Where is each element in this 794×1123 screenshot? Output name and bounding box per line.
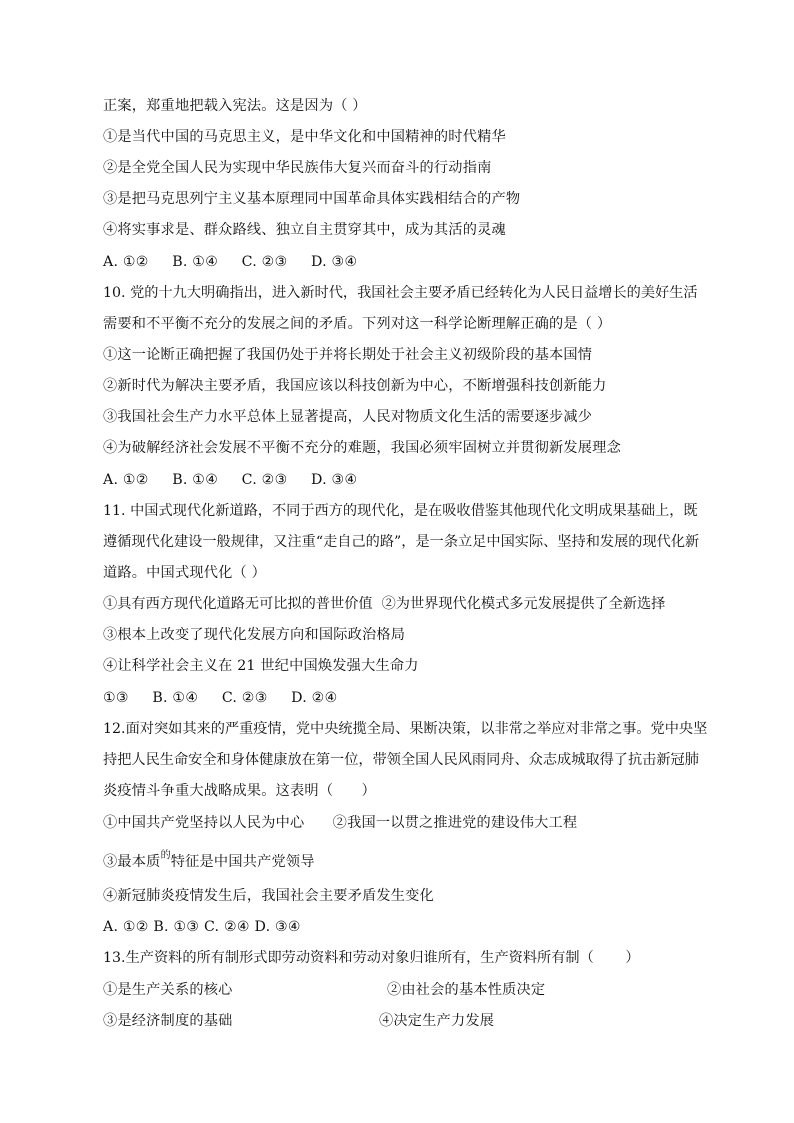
q11-stem-line-3: 道路。中国式现代化（ ） [103, 565, 266, 581]
q10-option-2: ②新时代为解决主要矛盾，我国应该以科技创新为中心，不断增强科技创新能力 [103, 378, 607, 394]
q13-option-1: ①是生产关系的核心 [103, 982, 233, 998]
q9-option-4: ④将实事求是、群众路线、独立自主贯穿其中，成为其活的灵魂 [103, 222, 506, 238]
q12-stem-line-1: 12.面对突如其来的严重疫情，党中央统揽全局、果断决策，以非常之举应对非常之事。党中央坚 [103, 721, 708, 737]
q11-options-1-2: ①具有西方现代化道路无可比拟的普世价值 ②为世界现代化模式多元发展提供了全新选择 [103, 596, 666, 612]
q10-option-4: ④为破解经济社会发展不平衡不充分的难题，我国必须牢固树立并贯彻新发展理念 [103, 440, 621, 456]
q11-stem-line-1: 11. 中国式现代化新道路，不同于西方的现代化，是在吸收借鉴其他现代化文明成果基础上，既 [103, 503, 698, 519]
q10-stem-line-2: 需要和不平衡不充分的发展之间的矛盾。下列对这一科学论断理解正确的是（ ） [103, 316, 612, 332]
q10-choices: A. ①② B. ①④ C. ②③ D. ③④ [103, 472, 358, 488]
q12-option-3 [103, 852, 315, 874]
q10-option-3: ③我国社会生产力水平总体上显著提高，人民对物质文化生活的需要逐步减少 [103, 409, 593, 425]
q12-choices: A. ①② B. ①③ C. ②④ D. ③④ [103, 919, 301, 935]
q12-option-3-part-b: 特征是中国共产党领导 [170, 854, 315, 870]
q13-option-3: ③是经济制度的基础 [103, 1013, 233, 1029]
q13-option-2: ②由社会的基本性质决定 [387, 982, 546, 998]
q11-stem-line-2: 遵循现代化建设一般规律，又注重“走自己的路”，是一条立足中国实际、坚持和发展的现代化新 [103, 534, 700, 550]
q13-option-4: ④决定生产力发展 [379, 1013, 495, 1029]
q12-option-4: ④新冠肺炎疫情发生后，我国社会主要矛盾发生变化 [103, 888, 434, 904]
q9-stem-tail: 正案，郑重地把载入宪法。这是因为（ ） [103, 98, 367, 114]
q12-stem-line-2: 持把人民生命安全和身体健康放在第一位，带领全国人民风雨同舟、众志成城取得了抗击新冠肺 [103, 752, 699, 768]
q12-options-1-2: ①中国共产党坚持以人民为中心 ②我国一以贯之推进党的建设伟大工程 [103, 815, 578, 831]
q9-choices: A. ①② B. ①④ C. ②③ D. ③④ [103, 254, 358, 270]
q13-stem: 13.生产资料的所有制形式即劳动资料和劳动对象归谁所有，生产资料所有制（ ） [103, 950, 640, 966]
q9-option-3: ③是把马克思列宁主义基本原理同中国革命具体实践相结合的产物 [103, 191, 521, 207]
q12-option-3-part-a: ③最本质 [103, 854, 161, 870]
q12-option-3-superscript: 的 [160, 850, 171, 861]
q11-choices: ①③ B. ①④ C. ②③ D. ②④ [103, 690, 338, 706]
q9-option-2: ②是全党全国人民为实现中华民族伟大复兴而奋斗的行动指南 [103, 160, 492, 176]
q10-stem-line-1: 10. 党的十九大明确指出，进入新时代，我国社会主要矛盾已经转化为人民日益增长的美好生活 [103, 285, 698, 301]
q11-option-3: ③根本上改变了现代化发展方向和国际政治格局 [103, 627, 406, 643]
q11-option-4: ④让科学社会主义在 21 世纪中国焕发强大生命力 [103, 658, 419, 674]
q9-option-1: ①是当代中国的马克思主义，是中华文化和中国精神的时代精华 [103, 129, 506, 145]
q10-option-1: ①这一论断正确把握了我国仍处于并将长期处于社会主义初级阶段的基本国情 [103, 347, 593, 363]
q12-stem-line-3: 炎疫情斗争重大战略成果。这表明（ ） [103, 783, 376, 799]
